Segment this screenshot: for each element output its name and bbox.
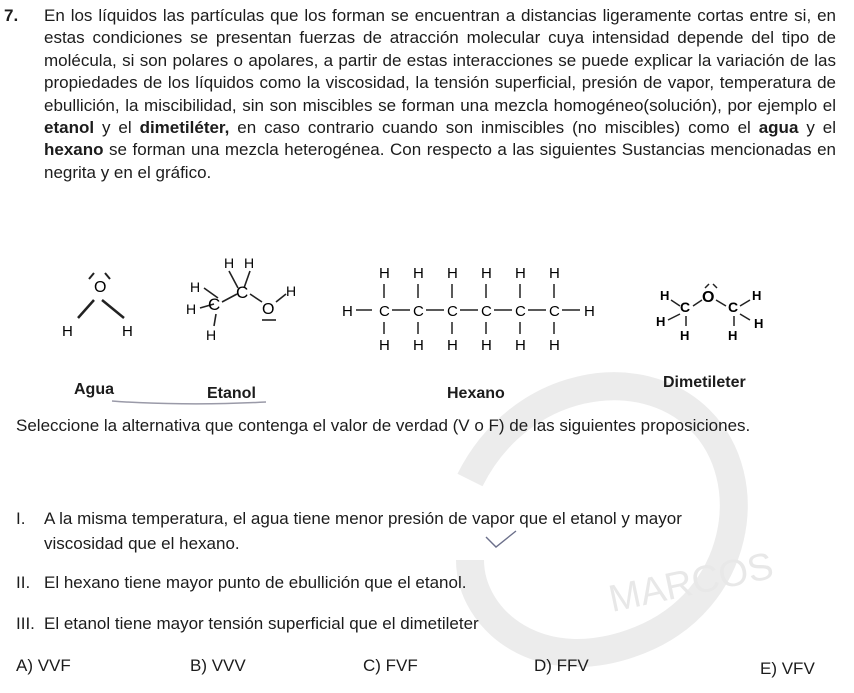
- svg-text:H: H: [224, 255, 235, 271]
- svg-text:H: H: [186, 301, 197, 317]
- svg-text:H: H: [584, 303, 595, 320]
- question-number: 7.: [4, 6, 19, 25]
- svg-text:O: O: [262, 301, 275, 318]
- svg-text:H: H: [244, 255, 255, 271]
- water-structure: [50, 262, 160, 357]
- svg-text:C: C: [379, 303, 390, 320]
- svg-text:C: C: [208, 295, 221, 314]
- svg-text:H: H: [379, 265, 390, 282]
- svg-text:H: H: [413, 265, 424, 282]
- svg-text:H: H: [286, 283, 297, 299]
- pen-checkmark: [482, 527, 522, 553]
- watermark-text: MARCOS: [605, 545, 778, 621]
- svg-text:O: O: [94, 279, 107, 296]
- proposition-2: II. El hexano tiene mayor punto de ebullición que el etanol.: [16, 573, 467, 592]
- svg-text:H: H: [481, 265, 492, 282]
- svg-text:H: H: [515, 337, 526, 354]
- bold-dimetileter: dimetiléter,: [139, 118, 230, 138]
- svg-text:H: H: [206, 327, 217, 343]
- svg-text:H: H: [413, 337, 424, 354]
- svg-text:H: H: [447, 265, 458, 282]
- dimethylether-structure: [650, 276, 780, 356]
- svg-text:H: H: [549, 337, 560, 354]
- option-a[interactable]: A) VVF: [16, 656, 71, 675]
- svg-text:C: C: [515, 303, 526, 320]
- label-etanol: Etanol: [207, 385, 256, 402]
- svg-text:H: H: [447, 337, 458, 354]
- question-paragraph: En los líquidos las partículas que los forman se encuentran a distancias ligeramente cortas entre si, en estas condiciones se presentan fuerzas de atracción molecular cuya intensidad depende del tipo de molécula, si son polares o apolares, a partir de estas interacciones se puede explicar la variación de las propiedades de los líquidos como la viscosidad, la tensión superficial, presión de vapor, temperatura de ebullición, la miscibilidad, sin son miscibles se forman una mezcla homogéneo(solución), por ejemplo el etanol y el dimetiléter, en caso contrario cuando son inmiscibles (no miscibles) como el agua y el hexano se forman una mezcla heterogénea. Con respecto a las siguientes Sustancias mencionadas en negrita y en el gráfico.: [44, 6, 836, 182]
- svg-text:H: H: [660, 288, 670, 303]
- label-agua: Agua: [74, 381, 114, 398]
- bold-etanol: etanol: [44, 118, 95, 138]
- label-hexano: Hexano: [447, 385, 505, 402]
- ethanol-structure: [182, 252, 312, 357]
- svg-text:C: C: [549, 303, 560, 320]
- svg-text:C: C: [413, 303, 424, 320]
- instruction-text: Seleccione la alternativa que contenga el valor de verdad (V o F) de las siguientes proposiciones.: [16, 416, 751, 435]
- svg-text:H: H: [752, 288, 762, 303]
- bold-agua: agua: [758, 118, 799, 138]
- proposition-3: III. El etanol tiene mayor tensión superficial que el dimetileter: [16, 614, 479, 633]
- svg-text:H: H: [342, 303, 353, 320]
- svg-text:H: H: [656, 314, 666, 329]
- option-c[interactable]: C) FVF: [363, 656, 418, 675]
- svg-text:C: C: [481, 303, 492, 320]
- option-e[interactable]: E) VFV: [760, 659, 815, 678]
- svg-text:H: H: [549, 265, 560, 282]
- svg-text:H: H: [122, 323, 133, 340]
- svg-text:H: H: [190, 279, 201, 295]
- hexane-structure: [340, 262, 625, 362]
- svg-text:C: C: [447, 303, 458, 320]
- svg-text:H: H: [62, 323, 73, 340]
- option-b[interactable]: B) VVV: [190, 656, 246, 675]
- option-d[interactable]: D) FFV: [534, 656, 589, 675]
- svg-text:O: O: [702, 289, 715, 306]
- proposition-1: I. A la misma temperatura, el agua tiene menor presión de vapor que el etanol y mayor viscosidad que el hexano.: [16, 509, 682, 553]
- svg-text:C: C: [680, 299, 691, 315]
- svg-text:C: C: [728, 299, 739, 315]
- svg-text:H: H: [515, 265, 526, 282]
- svg-text:H: H: [680, 328, 690, 343]
- svg-text:C: C: [236, 283, 249, 302]
- svg-text:H: H: [754, 316, 764, 331]
- svg-text:H: H: [481, 337, 492, 354]
- svg-text:H: H: [379, 337, 390, 354]
- svg-text:H: H: [728, 328, 738, 343]
- bold-hexano: hexano: [44, 140, 104, 160]
- label-dimetileter: Dimetileter: [663, 374, 746, 391]
